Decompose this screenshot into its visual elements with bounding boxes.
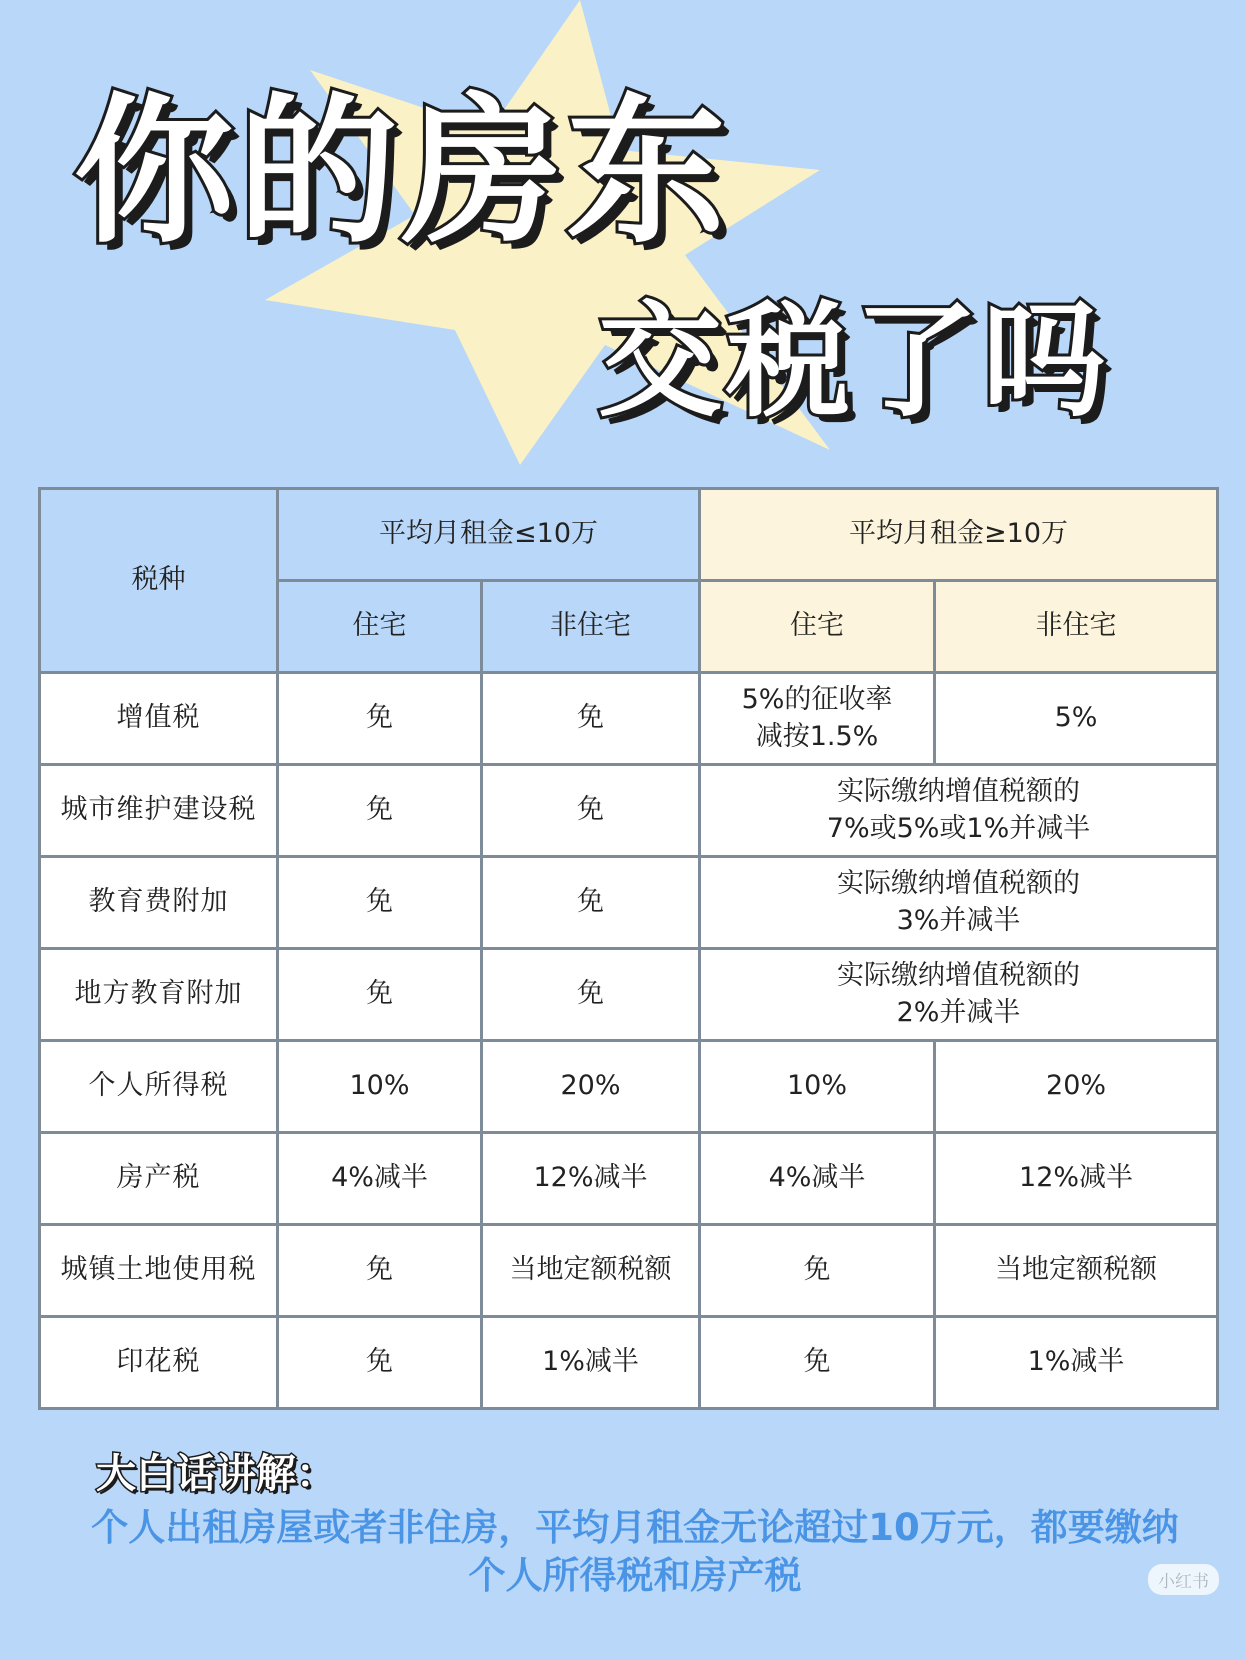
row-label: 教育费附加 bbox=[40, 857, 278, 949]
subheader-low-residential: 住宅 bbox=[278, 581, 482, 673]
row-label: 增值税 bbox=[40, 673, 278, 765]
row-label: 印花税 bbox=[40, 1317, 278, 1409]
cell-low-nonresidential: 12%减半 bbox=[482, 1133, 700, 1225]
cell-high-nonresidential: 当地定额税额 bbox=[935, 1225, 1218, 1317]
group-header-low-rent: 平均月租金≤10万 bbox=[278, 489, 700, 581]
cell-low-nonresidential: 免 bbox=[482, 673, 700, 765]
cell-high-residential: 10% bbox=[700, 1041, 935, 1133]
cell-high-nonresidential: 5% bbox=[935, 673, 1218, 765]
table-row bbox=[40, 1225, 1218, 1317]
subheader-low-nonresidential: 非住宅 bbox=[482, 581, 700, 673]
row-label: 地方教育附加 bbox=[40, 949, 278, 1041]
table-row bbox=[40, 857, 1218, 949]
cell-low-residential: 免 bbox=[278, 949, 482, 1041]
cell-high-residential: 4%减半 bbox=[700, 1133, 935, 1225]
cell-low-residential: 免 bbox=[278, 857, 482, 949]
row-label: 房产税 bbox=[40, 1133, 278, 1225]
table-row bbox=[40, 1133, 1218, 1225]
row-label: 个人所得税 bbox=[40, 1041, 278, 1133]
cell-high-merged: 实际缴纳增值税额的 7%或5%或1%并减半 bbox=[700, 765, 1218, 857]
cell-low-nonresidential: 当地定额税额 bbox=[482, 1225, 700, 1317]
subheader-high-residential: 住宅 bbox=[700, 581, 935, 673]
cell-low-residential: 免 bbox=[278, 1317, 482, 1409]
row-label: 城市维护建设税 bbox=[40, 765, 278, 857]
table-row bbox=[40, 673, 1218, 765]
table-row bbox=[40, 1317, 1218, 1409]
tax-table bbox=[38, 487, 1219, 1410]
cell-low-residential: 免 bbox=[278, 673, 482, 765]
explain-body: 个人出租房屋或者非住房，平均月租金无论超过10万元，都要缴纳个人所得税和房产税 bbox=[91, 1506, 1179, 1597]
subheader-high-nonresidential: 非住宅 bbox=[935, 581, 1218, 673]
cell-high-residential: 5%的征收率 减按1.5% bbox=[700, 673, 935, 765]
cell-high-merged: 实际缴纳增值税额的 3%并减半 bbox=[700, 857, 1218, 949]
cell-low-residential: 免 bbox=[278, 765, 482, 857]
table-row bbox=[40, 765, 1218, 857]
watermark-badge: 小红书 bbox=[1148, 1564, 1219, 1595]
cell-low-residential: 10% bbox=[278, 1041, 482, 1133]
cell-high-nonresidential: 12%减半 bbox=[935, 1133, 1218, 1225]
cell-low-nonresidential: 免 bbox=[482, 857, 700, 949]
cell-low-nonresidential: 免 bbox=[482, 949, 700, 1041]
cell-low-nonresidential: 免 bbox=[482, 765, 700, 857]
cell-high-nonresidential: 20% bbox=[935, 1041, 1218, 1133]
row-label: 城镇土地使用税 bbox=[40, 1225, 278, 1317]
cell-low-residential: 免 bbox=[278, 1225, 482, 1317]
title-line-1: 你的房东 bbox=[74, 78, 731, 265]
cell-high-nonresidential: 1%减半 bbox=[935, 1317, 1218, 1409]
group-header-high-rent: 平均月租金≥10万 bbox=[700, 489, 1218, 581]
cell-low-residential: 4%减半 bbox=[278, 1133, 482, 1225]
cell-low-nonresidential: 1%减半 bbox=[482, 1317, 700, 1409]
tax-type-header: 税种 bbox=[40, 489, 278, 673]
table-row bbox=[40, 1041, 1218, 1133]
cell-high-merged: 实际缴纳增值税额的 2%并减半 bbox=[700, 949, 1218, 1041]
cell-low-nonresidential: 20% bbox=[482, 1041, 700, 1133]
tax-table-body bbox=[40, 673, 1218, 1409]
cell-high-residential: 免 bbox=[700, 1317, 935, 1409]
explain-title: 大白话讲解： bbox=[96, 1451, 336, 1497]
cell-high-residential: 免 bbox=[700, 1225, 935, 1317]
table-row bbox=[40, 949, 1218, 1041]
title-line-2: 交税了吗 bbox=[598, 290, 1111, 434]
